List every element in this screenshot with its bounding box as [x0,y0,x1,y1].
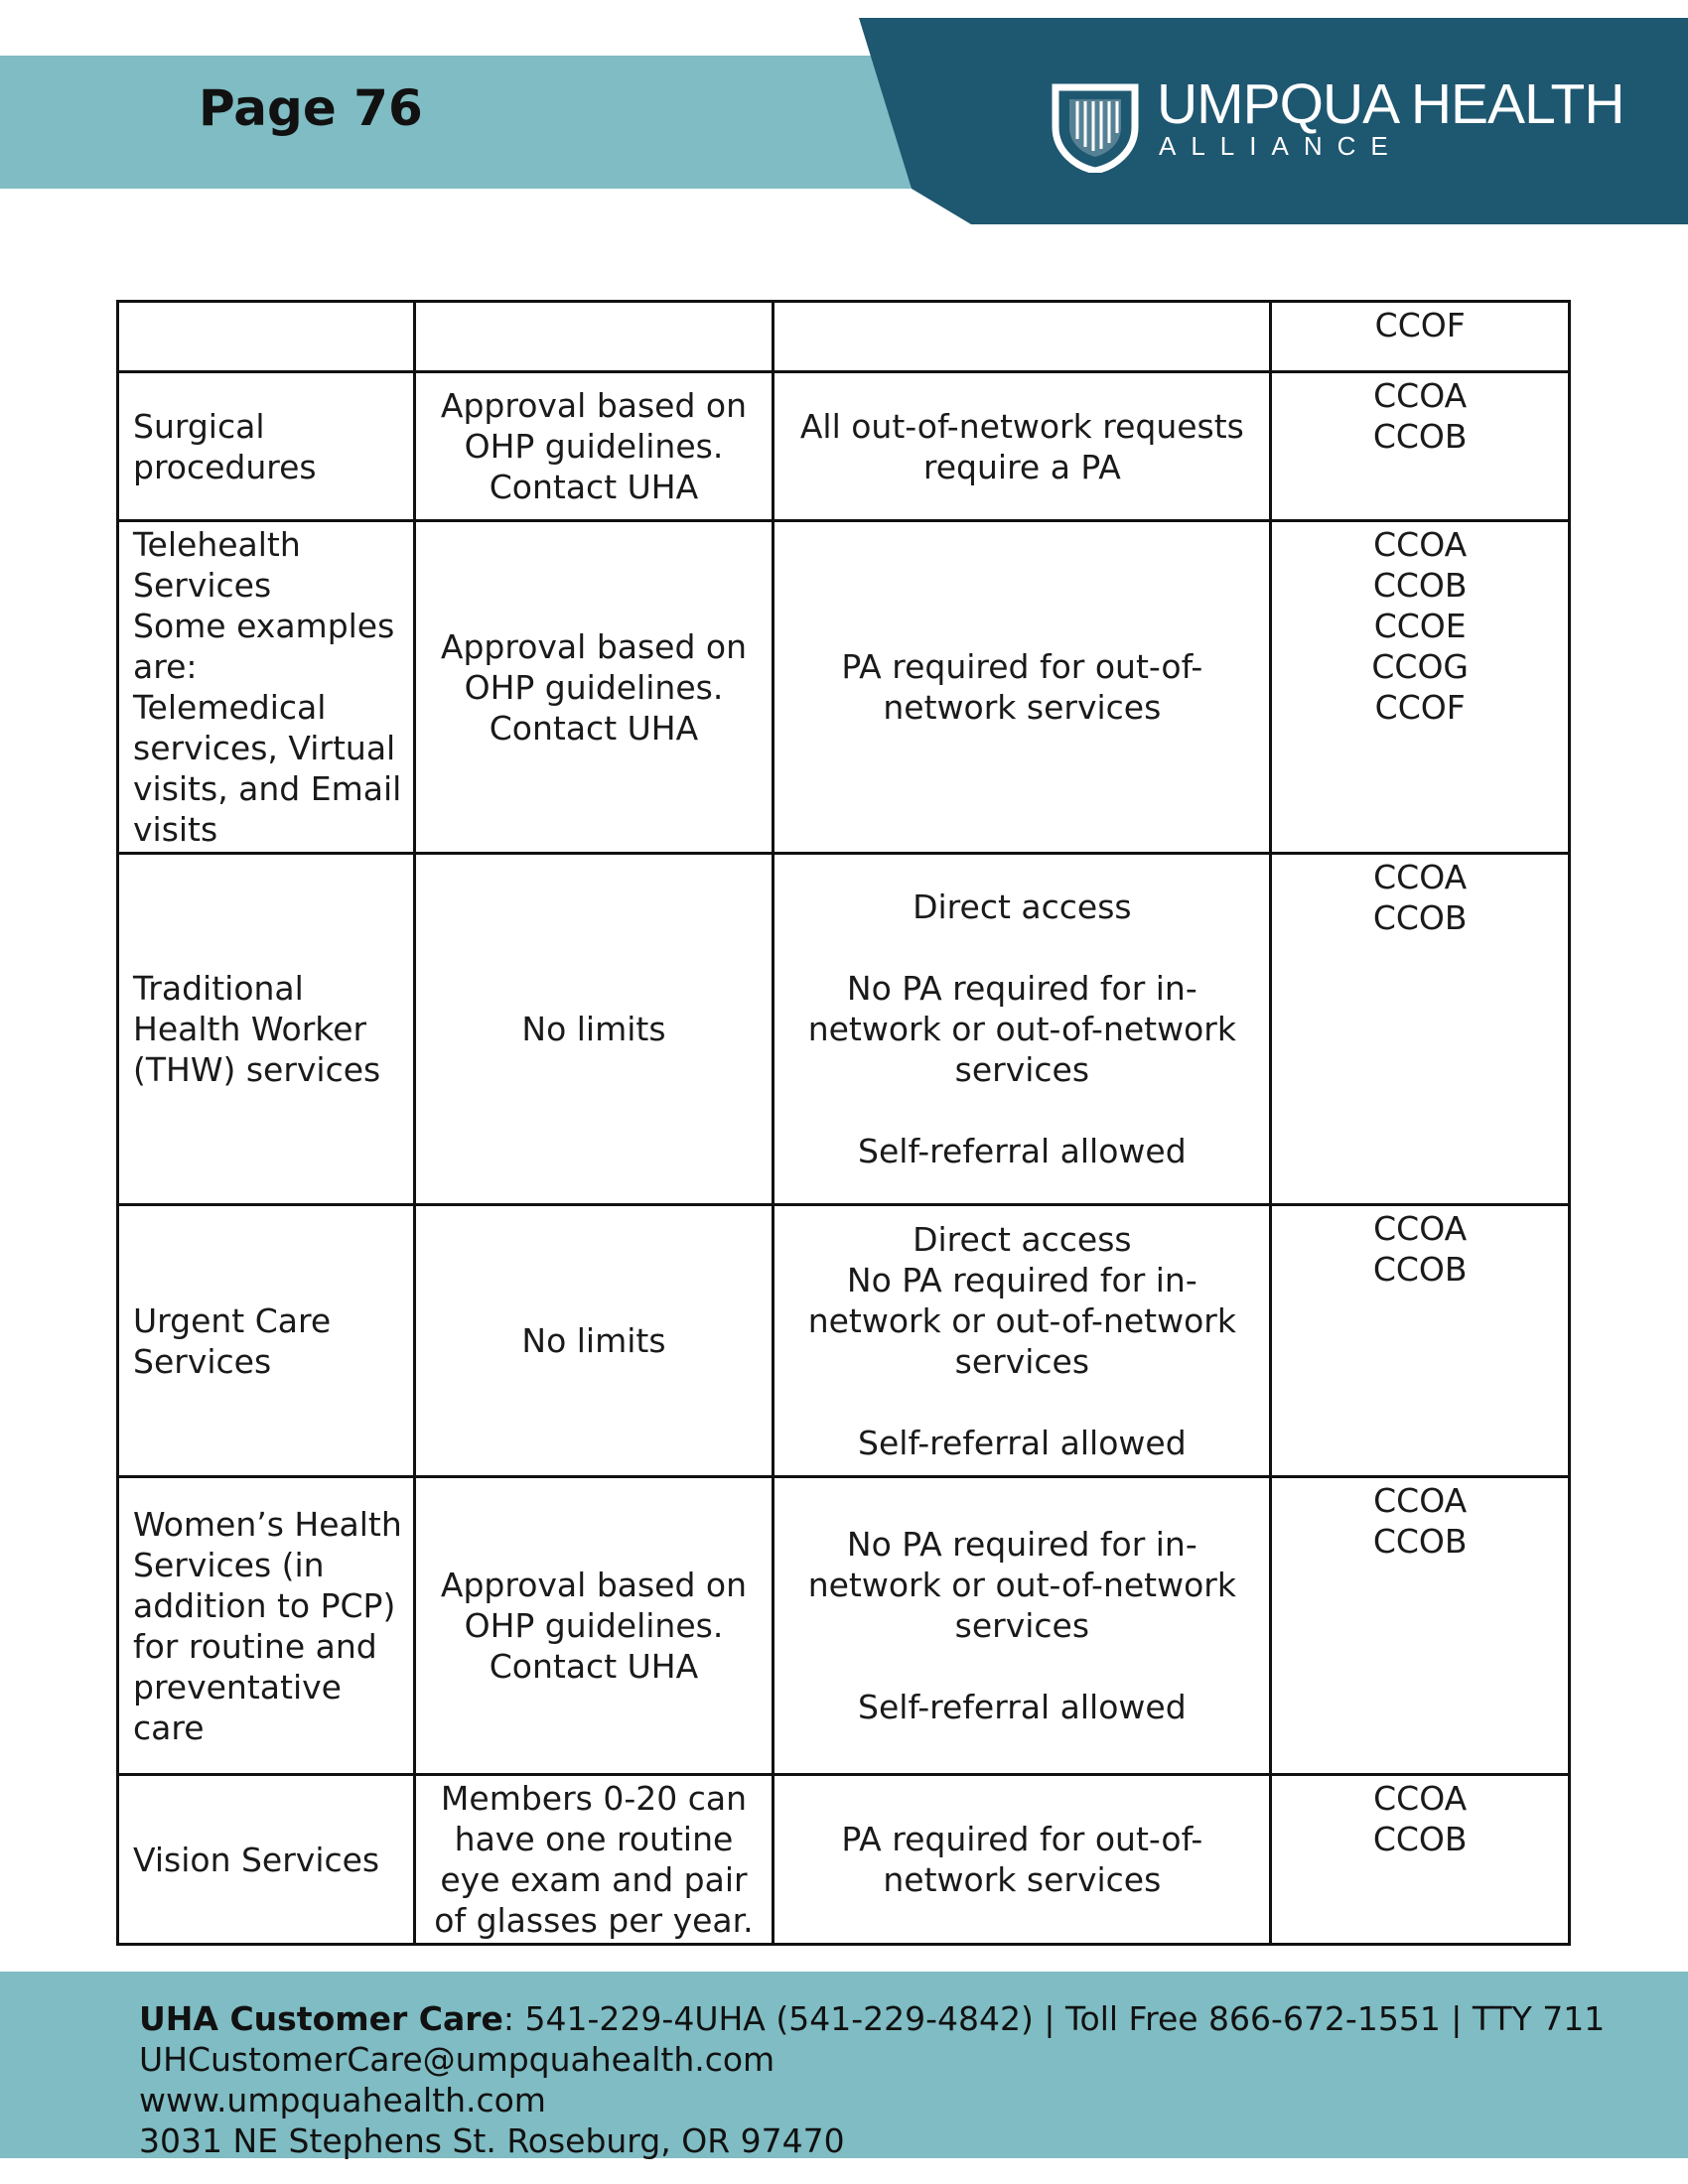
cell-line: OHP guidelines. [464,667,724,707]
customer-care-label: UHA Customer Care [139,1999,503,2038]
cell-line [782,927,1261,968]
footer [0,1972,1688,2158]
table-row [118,372,1570,521]
footer-email[interactable]: UHCustomerCare@umpquahealth.com [139,2040,775,2079]
cell-line: services [954,1050,1090,1089]
cell-line: network or out-of-network [807,1300,1236,1340]
service-cell [118,302,415,372]
cell-line: require a PA [922,447,1121,486]
cell-line: Approval based on [440,386,748,425]
cell-line: CCOB [1372,1522,1468,1561]
pa-requirement-cell [774,372,1271,521]
cell-line: CCOA [1373,376,1468,415]
cell-line: services, Virtual [133,729,396,767]
cell-line: addition to PCP) [133,1585,396,1625]
cell-line: CCOB [1372,1250,1468,1289]
cell-line: Approval based on [440,1566,748,1604]
customer-care-line [139,1999,1605,2038]
page-number: Page 76 [199,79,423,137]
customer-care-phones: : 541-229-4UHA (541-229-4842) | Toll Free 866-672-1551 | TTY 711 [502,1999,1606,2038]
cell-line [782,1382,1261,1423]
cell-line: No PA required for in- [846,969,1197,1008]
cell-line: CCOF [1374,306,1466,344]
cell-line: OHP guidelines. [464,1606,724,1645]
service-cell [118,521,415,854]
plan-codes-cell [1271,302,1570,372]
table-row [118,302,1570,372]
pa-requirement-cell [774,854,1271,1205]
logo-name: UMPQUA HEALTH [1157,72,1624,136]
service-cell [118,372,415,521]
cell-line: Approval based on [440,626,748,666]
shield-logo-icon [1048,77,1143,173]
service-cell [118,1775,415,1945]
cell-line: are: [133,647,198,686]
cell-line: Members 0-20 can [440,1779,748,1818]
footer-address: 3031 NE Stephens St. Roseburg, OR 97470 [139,2121,845,2160]
cell-line: services [954,1341,1090,1381]
cell-line: Vision Services [133,1840,380,1879]
pa-requirement-cell [774,521,1271,854]
limits-cell [414,1477,774,1775]
cell-line [782,1646,1261,1687]
cell-line: No PA required for in- [846,1260,1197,1299]
service-cell [118,1477,415,1775]
cell-line: CCOA [1373,525,1468,564]
limits-cell [414,1205,774,1477]
cell-line: Services [133,1341,272,1381]
benefits-table [116,300,1571,1946]
cell-line: procedures [133,447,317,486]
cell-line: CCOB [1372,417,1468,456]
cell-line: CCOB [1372,566,1468,605]
plan-codes-cell [1271,1205,1570,1477]
limits-cell [414,1775,774,1945]
cell-line: CCOA [1373,1779,1468,1818]
cell-line: network services [883,1860,1162,1899]
cell-line: CCOF [1374,688,1466,727]
pa-requirement-cell [774,1477,1271,1775]
cell-line: for routine and [133,1626,377,1666]
pa-requirement-cell [774,1205,1271,1477]
service-cell [118,854,415,1205]
cell-line: CCOE [1373,607,1467,645]
cell-line: Contact UHA [489,468,699,506]
cell-line: PA required for out-of- [841,647,1203,686]
cell-line: Some examples [133,607,395,645]
cell-line: network services [883,688,1162,727]
plan-codes-cell [1271,521,1570,854]
table-row [118,1205,1570,1477]
limits-cell [414,521,774,854]
cell-line: CCOB [1372,898,1468,937]
cell-line: All out-of-network requests [799,406,1244,446]
brand-logo [1048,71,1623,171]
cell-line: services [954,1606,1090,1645]
cell-line: CCOA [1373,858,1468,896]
plan-codes-cell [1271,1775,1570,1945]
cell-line: eye exam and pair [440,1860,748,1899]
cell-line: Direct access [913,887,1132,926]
cell-line: preventative [133,1667,342,1706]
limits-cell [414,372,774,521]
cell-line: visits [133,810,218,849]
plan-codes-cell [1271,854,1570,1205]
cell-line: (THW) services [133,1050,381,1089]
cell-line: Telehealth [133,525,301,564]
cell-line: Direct access [913,1219,1132,1259]
cell-line: Services (in [133,1545,325,1584]
cell-line: Contact UHA [489,708,699,748]
cell-line: Urgent Care [133,1300,332,1340]
cell-line: No limits [521,1321,666,1360]
cell-line: network or out-of-network [807,1566,1236,1604]
cell-line [782,1090,1261,1131]
table-row [118,854,1570,1205]
limits-cell [414,302,774,372]
cell-line: Services [133,566,272,605]
plan-codes-cell [1271,372,1570,521]
cell-line: Surgical [133,406,265,446]
cell-line: Contact UHA [489,1647,699,1686]
logo-subtitle: ALLIANCE [1159,131,1403,161]
cell-line: of glasses per year. [434,1901,754,1940]
cell-line: Self-referral allowed [858,1688,1187,1726]
table-row [118,521,1570,854]
cell-line: have one routine [454,1820,734,1858]
cell-line: Women’s Health [133,1504,402,1544]
table-row [118,1477,1570,1775]
cell-line: No PA required for in- [846,1525,1197,1564]
pa-requirement-cell [774,1775,1271,1945]
cell-line: CCOG [1371,647,1469,686]
cell-line: network or out-of-network [807,1010,1236,1048]
service-cell [118,1205,415,1477]
table-row [118,1775,1570,1945]
cell-line: Self-referral allowed [858,1132,1187,1170]
cell-line: Health Worker [133,1010,367,1048]
cell-line: care [133,1707,205,1747]
limits-cell [414,854,774,1205]
pa-requirement-cell [774,302,1271,372]
plan-codes-cell [1271,1477,1570,1775]
cell-line: Telemedical [133,688,327,727]
cell-line: CCOA [1373,1481,1468,1520]
footer-website[interactable]: www.umpquahealth.com [139,2081,546,2119]
cell-line: Traditional [133,969,304,1008]
cell-line: CCOB [1372,1820,1468,1858]
cell-line: No limits [521,1010,666,1048]
cell-line: CCOA [1373,1209,1468,1248]
cell-line: Self-referral allowed [858,1423,1187,1462]
cell-line: visits, and Email [133,769,402,808]
cell-line: OHP guidelines. [464,427,724,466]
cell-line: PA required for out-of- [841,1820,1203,1858]
